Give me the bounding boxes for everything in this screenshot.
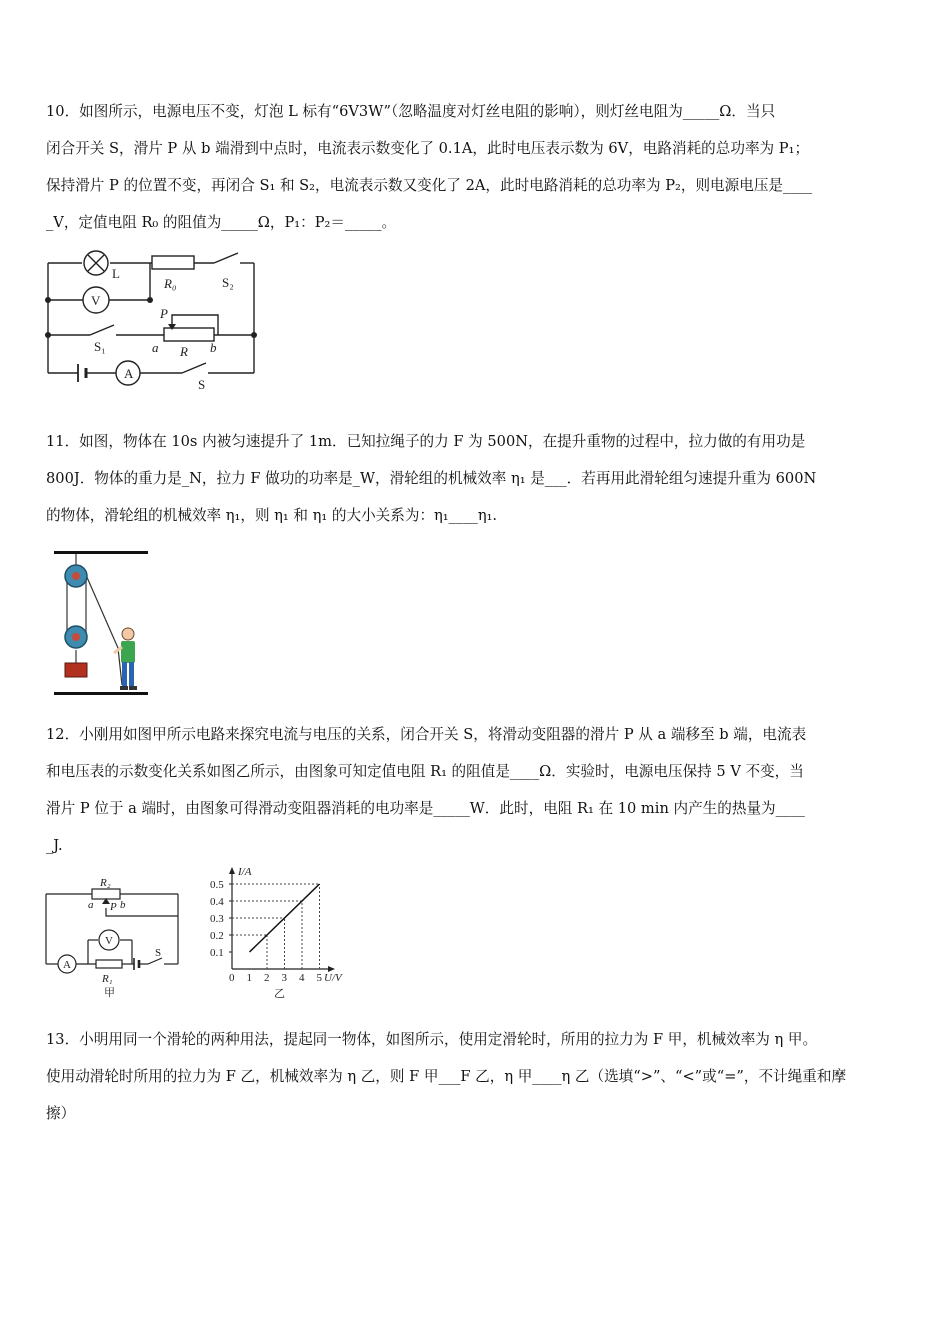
q10-label-p: P	[160, 306, 168, 321]
q10-label-s1: S₁	[94, 339, 106, 354]
q10-circuit-diagram	[40, 245, 270, 395]
q10-label-r0: R₀	[164, 276, 177, 291]
q12-label-ammeter: A	[63, 959, 71, 971]
q10-label-lamp: L	[112, 266, 120, 281]
q12-iu-graph	[208, 865, 358, 1000]
q12-line-3: 滑片 P 位于 a 端时，由图象可得滑动变阻器消耗的电功率是_____W．此时，电阻 R₁ 在 10 min 内产生的热量为____	[46, 800, 805, 817]
q12-label-b: b	[120, 899, 126, 911]
question-10	[46, 93, 908, 241]
q13-line-1: 13．小明用同一个滑轮的两种用法，提起同一物体，如图所示，使用定滑轮时，所用的拉力为 F 甲，机械效率为 η 甲。	[46, 1031, 818, 1048]
q12-graph-xlabel: U/V	[324, 972, 342, 984]
q11-line-1: 11．如图，物体在 10s 内被匀速提升了 1m．已知拉绳子的力 F 为 500N，在提升重物的过程中，拉力做的有用功是	[46, 433, 806, 450]
q12-caption-yi: 乙	[274, 988, 285, 1000]
q12-label-a: a	[88, 899, 94, 911]
q12-graph-ylabel: I/A	[238, 866, 252, 878]
q12-graph-ytick-4: 0.1	[210, 947, 224, 959]
q13-line-3: 擦）	[46, 1105, 76, 1122]
q13-line-2: 使用动滑轮时所用的拉力为 F 乙，机械效率为 η 乙，则 F 甲___F 乙，η 甲____η 乙（选填“>”、“<”或“=”，不计绳重和摩	[46, 1068, 847, 1085]
q10-label-b: b	[210, 340, 217, 355]
q12-graph-xtick-1: 1	[246, 972, 252, 984]
q10-line-1: 10．如图所示，电源电压不变，灯泡 L 标有“6V3W”（忽略温度对灯丝电阻的影响），则灯丝电阻为_____Ω．当只	[46, 103, 776, 120]
question-12	[46, 716, 908, 864]
q12-graph-xtick-3: 3	[281, 972, 287, 984]
q10-label-a: a	[152, 340, 159, 355]
q12-label-v: V	[105, 935, 113, 947]
q12-graph-xtick-2: 2	[264, 972, 270, 984]
q12-graph-xtick-0: 0	[229, 972, 235, 984]
q12-circuit-diagram	[40, 872, 190, 1000]
q10-line-2: 闭合开关 S，滑片 P 从 b 端滑到中点时，电流表示数变化了 0.1A，此时电压表示数为 6V，电路消耗的总功率为 P₁；	[46, 140, 810, 157]
q10-label-voltmeter: V	[91, 293, 101, 308]
q12-label-p: P	[110, 901, 117, 913]
q10-label-r: R	[180, 344, 188, 359]
question-13	[46, 1021, 908, 1132]
q12-graph-ytick-1: 0.4	[210, 896, 224, 908]
q12-graph-xtick-5: 5	[316, 972, 322, 984]
q11-pulley-figure	[50, 545, 160, 705]
q12-line-4: _J.	[46, 837, 63, 854]
q12-line-1: 12．小刚用如图甲所示电路来探究电流与电压的关系，闭合开关 S，将滑动变阻器的滑片 P 从 a 端移至 b 端，电流表	[46, 726, 807, 743]
question-11	[46, 423, 908, 534]
q12-label-r2: R₂	[100, 877, 111, 889]
q10-line-4: _V，定值电阻 R₀ 的阻值为_____Ω，P₁：P₂＝_____。	[46, 214, 397, 231]
q11-line-3: 的物体，滑轮组的机械效率 η₁，则 η₁ 和 η₁ 的大小关系为：η₁____η₁.	[46, 507, 498, 524]
q10-label-s: S	[198, 377, 206, 392]
q12-line-2: 和电压表的示数变化关系如图乙所示，由图象可知定值电阻 R₁ 的阻值是____Ω．实验时，电源电压保持 5 V 不变，当	[46, 763, 804, 780]
q12-label-r1: R₁	[102, 973, 113, 985]
q10-line-3: 保持滑片 P 的位置不变，再闭合 S₁ 和 S₂，电流表示数又变化了 2A，此时电路消耗的总功率为 P₂，则电源电压是____	[46, 177, 813, 194]
q10-label-s2: S₂	[222, 275, 234, 290]
q12-graph-ytick-0: 0.5	[210, 879, 224, 891]
q12-graph-xtick-4: 4	[299, 972, 305, 984]
q12-caption-jia: 甲	[104, 987, 115, 999]
q12-graph-marks	[210, 879, 323, 984]
q11-line-2: 800J．物体的重力是_N，拉力 F 做功的功率是_W，滑轮组的机械效率 η₁ 是___．若再用此滑轮组匀速提升重为 600N	[46, 470, 817, 487]
q12-graph-ytick-3: 0.2	[210, 930, 224, 942]
q12-graph-ytick-2: 0.3	[210, 913, 224, 925]
q10-label-ammeter: A	[124, 366, 134, 381]
q12-label-s: S	[155, 947, 162, 959]
